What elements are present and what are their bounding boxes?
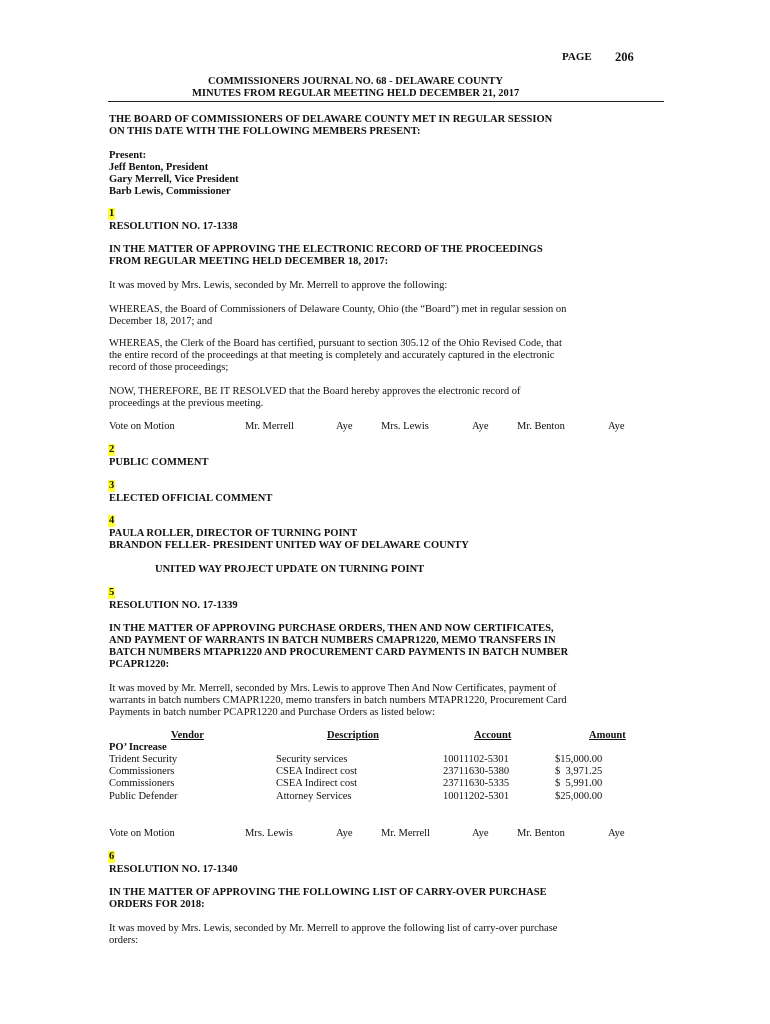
vote-result: Aye	[336, 421, 353, 432]
column-header-account: Account	[474, 730, 512, 741]
cell-description: CSEA Indirect cost	[276, 778, 358, 789]
vote-member: Mr. Benton	[517, 421, 565, 432]
cell-description: Attorney Services	[276, 791, 352, 802]
item-5-title-3: BATCH NUMBERS MTAPR1220 AND PROCUREMENT CARD PAYMENTS IN BATCH NUMBER	[109, 647, 569, 658]
page-label: PAGE	[562, 51, 592, 63]
vote-label: Vote on Motion	[109, 828, 175, 839]
vote-member: Mr. Benton	[517, 828, 565, 839]
item-3-title: ELECTED OFFICIAL COMMENT	[109, 493, 273, 504]
cell-account: 10011102-5301	[443, 754, 509, 765]
item-5-moved-2: warrants in batch numbers CMAPR1220, memo transfers in batch numbers MTAPR1220, Procurement Card	[109, 695, 567, 706]
item-5-moved-1: It was moved by Mr. Merrell, seconded by Mrs. Lewis to approve Then And Now Certificates, payment of	[109, 683, 557, 694]
cell-vendor: Trident Security	[109, 754, 178, 765]
item-1-resolved-2: proceedings at the previous meeting.	[109, 398, 264, 409]
item-5-resolution: RESOLUTION NO. 17-1339	[109, 600, 238, 611]
item-6-moved-2: orders:	[109, 935, 139, 946]
vote-result: Aye	[608, 421, 625, 432]
item-1-whereas-1a: WHEREAS, the Board of Commissioners of Delaware County, Ohio (the “Board”) met in regular session on	[109, 304, 567, 315]
item-3-number: 3	[109, 480, 115, 491]
item-6-number: 6	[109, 851, 115, 862]
intro-line-1: THE BOARD OF COMMISSIONERS OF DELAWARE COUNTY MET IN REGULAR SESSION	[109, 114, 553, 125]
cell-amount: $ 5,991.00	[555, 778, 603, 789]
cell-vendor: Public Defender	[109, 791, 178, 802]
cell-amount: $15,000.00	[555, 754, 603, 765]
vote-result: Aye	[472, 828, 489, 839]
vote-result: Aye	[608, 828, 625, 839]
page-number: 206	[615, 50, 634, 64]
item-5-title-4: PCAPR1220:	[109, 659, 170, 670]
item-1-moved: It was moved by Mrs. Lewis, seconded by Mr. Merrell to approve the following:	[109, 280, 448, 291]
item-1-whereas-2a: WHEREAS, the Clerk of the Board has certified, pursuant to section 305.12 of the Ohio Revised Code, that	[109, 338, 562, 349]
member-3: Barb Lewis, Commissioner	[109, 186, 231, 197]
journal-line: COMMISSIONERS JOURNAL NO. 68 - DELAWARE COUNTY	[208, 76, 503, 87]
cell-vendor: Commissioners	[109, 778, 175, 789]
item-4-line-1: PAULA ROLLER, DIRECTOR OF TURNING POINT	[109, 528, 358, 539]
item-1-number: 1	[109, 208, 115, 219]
item-6-title-1: IN THE MATTER OF APPROVING THE FOLLOWING LIST OF CARRY-OVER PURCHASE	[109, 887, 547, 898]
item-5-number: 5	[109, 587, 115, 598]
item-1-whereas-1b: December 18, 2017; and	[109, 316, 213, 327]
item-1-title-1: IN THE MATTER OF APPROVING THE ELECTRONIC RECORD OF THE PROCEEDINGS	[109, 244, 543, 255]
table-group-label: PO’ Increase	[109, 742, 167, 753]
cell-amount: $25,000.00	[555, 791, 603, 802]
vote-label: Vote on Motion	[109, 421, 175, 432]
cell-account: 23711630-5380	[443, 766, 510, 777]
item-5-title-2: AND PAYMENT OF WARRANTS IN BATCH NUMBERS CMAPR1220, MEMO TRANSFERS IN	[109, 635, 556, 646]
item-6-resolution: RESOLUTION NO. 17-1340	[109, 864, 238, 875]
item-4-number: 4	[109, 515, 115, 526]
item-6-title-2: ORDERS FOR 2018:	[109, 899, 205, 910]
cell-description: Security services	[276, 754, 348, 765]
cell-account: 23711630-5335	[443, 778, 510, 789]
item-5-moved-3: Payments in batch number PCAPR1220 and Purchase Orders as listed below:	[109, 707, 436, 718]
cell-description: CSEA Indirect cost	[276, 766, 358, 777]
item-4-line-2: BRANDON FELLER- PRESIDENT UNITED WAY OF DELAWARE COUNTY	[109, 540, 469, 551]
item-1-resolution: RESOLUTION NO. 17-1338	[109, 221, 238, 232]
column-header-vendor: Vendor	[171, 730, 204, 741]
column-header-description: Description	[327, 730, 379, 741]
item-1-resolved-1: NOW, THEREFORE, BE IT RESOLVED that the Board hereby approves the electronic record of	[109, 386, 521, 397]
cell-account: 10011202-5301	[443, 791, 510, 802]
item-4-subtitle: UNITED WAY PROJECT UPDATE ON TURNING POINT	[155, 564, 425, 575]
vote-member: Mrs. Lewis	[245, 828, 293, 839]
vote-member: Mr. Merrell	[245, 421, 294, 432]
intro-line-2: ON THIS DATE WITH THE FOLLOWING MEMBERS PRESENT:	[109, 126, 421, 137]
vote-result: Aye	[472, 421, 489, 432]
vote-member: Mr. Merrell	[381, 828, 430, 839]
item-2-title: PUBLIC COMMENT	[109, 457, 209, 468]
header-rule	[108, 101, 664, 102]
present-label: Present:	[109, 150, 147, 161]
minutes-line: MINUTES FROM REGULAR MEETING HELD DECEMBER 21, 2017	[192, 88, 520, 99]
item-1-whereas-2c: record of those proceedings;	[109, 362, 229, 373]
member-1: Jeff Benton, President	[109, 162, 209, 173]
item-2-number: 2	[109, 444, 115, 455]
member-2: Gary Merrell, Vice President	[109, 174, 239, 185]
item-5-title-1: IN THE MATTER OF APPROVING PURCHASE ORDERS, THEN AND NOW CERTIFICATES,	[109, 623, 554, 634]
cell-vendor: Commissioners	[109, 766, 175, 777]
item-1-whereas-2b: the entire record of the proceedings at that meeting is completely and accurately captured in the electronic	[109, 350, 555, 361]
vote-member: Mrs. Lewis	[381, 421, 429, 432]
item-6-moved-1: It was moved by Mrs. Lewis, seconded by Mr. Merrell to approve the following list of carry-over purchase	[109, 923, 558, 934]
vote-result: Aye	[336, 828, 353, 839]
column-header-amount: Amount	[589, 730, 626, 741]
item-1-title-2: FROM REGULAR MEETING HELD DECEMBER 18, 2017:	[109, 256, 389, 267]
cell-amount: $ 3,971.25	[555, 766, 603, 777]
